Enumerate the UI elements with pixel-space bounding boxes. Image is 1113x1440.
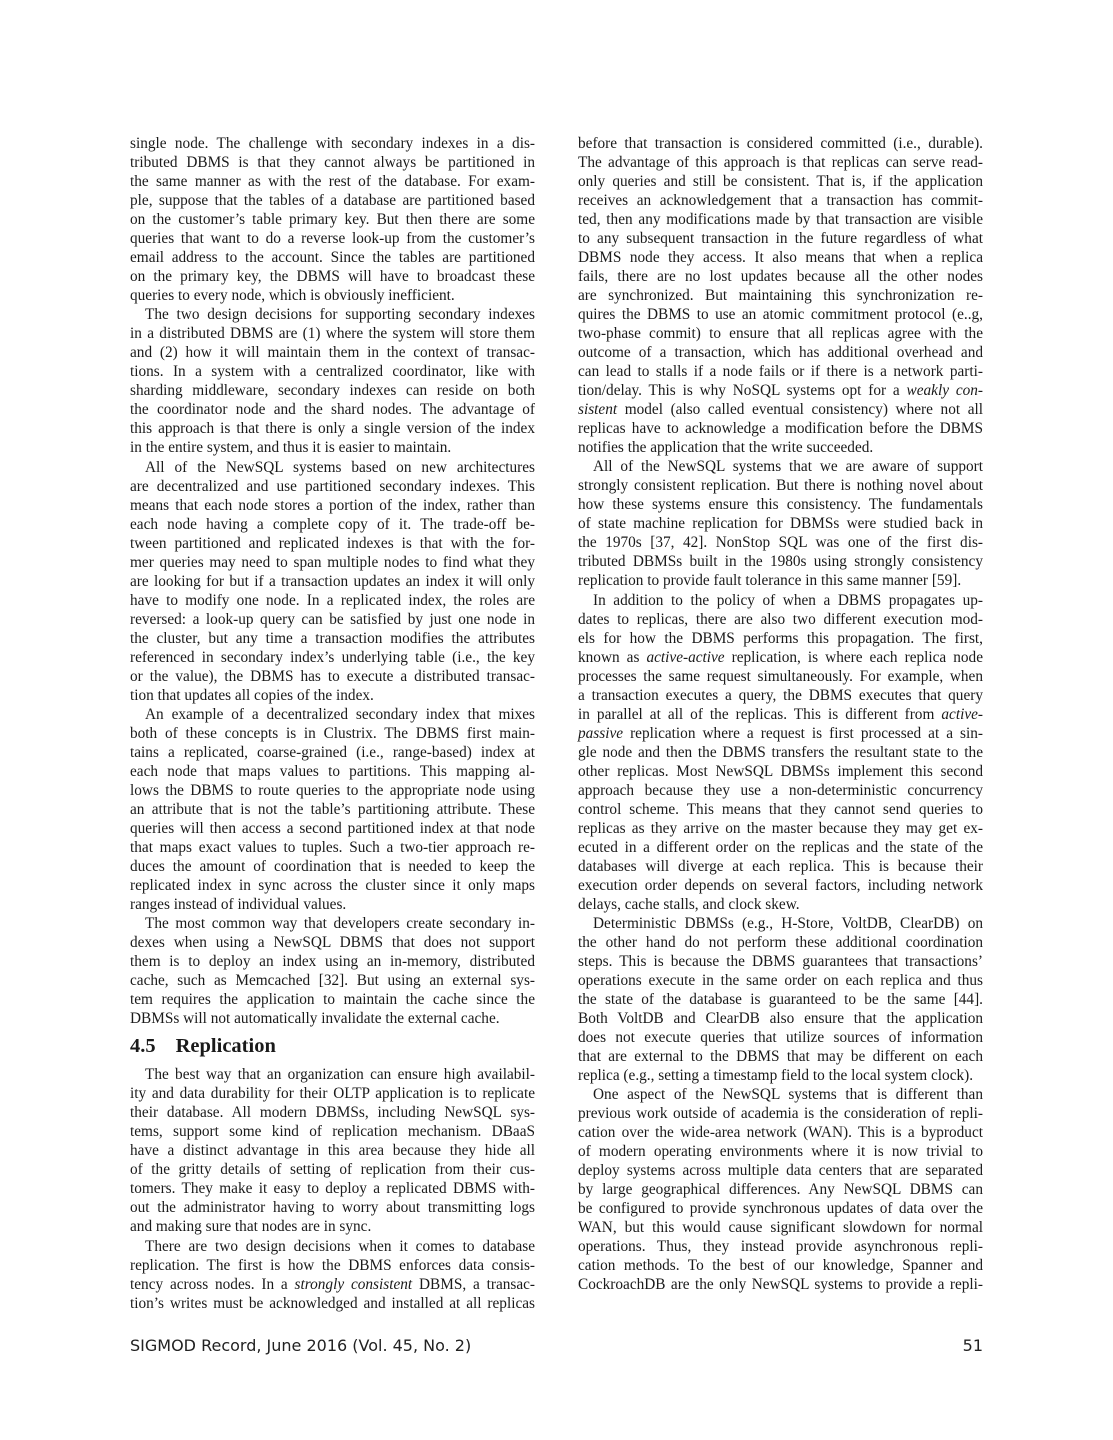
footer-journal-citation: SIGMOD Record, June 2016 (Vol. 45, No. 2) — [130, 1336, 472, 1355]
text-line: approach because they use a non-deterministic concurrency — [578, 781, 983, 799]
text-line: In addition to the policy of when a DBMS propagates up- — [593, 591, 983, 609]
text-line: the same manner as with the rest of the database. For exam- — [130, 173, 535, 190]
paragraph — [130, 1237, 535, 1313]
text-line: on the primary key, the DBMS will have to broadcast these — [130, 268, 535, 285]
paragraph — [578, 134, 983, 457]
text-line: email address to the account. Since the tables are partitioned — [130, 249, 535, 266]
text-line: in the entire system, and thus it is easier to maintain. — [130, 439, 452, 457]
text-line: control scheme. This means that they cannot send queries to — [578, 800, 983, 818]
paragraph — [578, 914, 983, 1085]
text-line: cation methods. To the best of our knowledge, Spanner and — [578, 1257, 983, 1275]
text-line: previous work outside of academia is the consideration of repli- — [578, 1105, 983, 1123]
text-line: of the gritty details of setting of replication from their cus- — [130, 1161, 535, 1179]
text-line: of state machine replication for DBMSs were studied back in — [578, 515, 983, 533]
text-line: tains a replicated, coarse-grained (i.e., range-based) index at — [130, 743, 535, 761]
text-segment: tency across nodes. In a — [130, 1275, 295, 1293]
text-line: The two design decisions for supporting secondary indexes — [145, 306, 535, 324]
text-line: queries to every node, which is obviously inefficient. — [130, 287, 455, 304]
text-line: cation over the wide-area network (WAN). This is a byproduct — [578, 1124, 983, 1142]
left-column — [130, 134, 535, 1313]
text-line: cache, such as Memcached [32]. But using an external sys- — [130, 972, 535, 990]
text-segment: replication where a request is first processed at a sin- — [623, 724, 983, 742]
text-line: that maps exact values to tuples. Such a two-tier approach re- — [130, 838, 535, 856]
text-line: The best way that an organization can ensure high availabil- — [145, 1066, 535, 1084]
text-line: processes the same request simultaneously. For example, when — [578, 667, 983, 685]
text-line: duces the amount of coordination that is needed to keep the — [130, 857, 535, 875]
text-line: other replicas. Most NewSQL DBMSs implement this second — [578, 762, 983, 780]
text-line: an attribute that is not the table’s partitioning attribute. These — [130, 800, 535, 818]
text-line: single node. The challenge with secondary indexes in a dis- — [130, 135, 535, 152]
text-line: this approach is that there is only a single version of the index — [130, 420, 535, 438]
text-line: mer queries may need to span multiple nodes to find what they — [130, 553, 535, 571]
text-line: ecuted in a different order on the replicas and the state of the — [578, 838, 983, 856]
paragraph — [130, 1065, 535, 1236]
text-line: tomers. They make it easy to deploy a replicated DBMS with- — [130, 1180, 535, 1198]
text-line: deploy systems across multiple data centers that are separated — [578, 1162, 983, 1180]
text-line — [578, 381, 983, 400]
paragraph — [130, 705, 535, 914]
text-line: All of the NewSQL systems that we are aware of support — [593, 458, 983, 476]
emphasized-term: weakly con- — [906, 382, 984, 399]
text-line: that are external to the DBMS that may be different on each — [578, 1047, 983, 1065]
text-segment: in parallel at all of the replicas. This is different from — [578, 705, 942, 723]
text-line: each node that maps values to partitions. This mapping al- — [130, 762, 535, 780]
text-line: All of the NewSQL systems based on new architectures — [145, 458, 535, 476]
text-line: The most common way that developers create secondary in- — [145, 915, 535, 933]
text-line: the coordinator node and the shard nodes. The advantage of — [130, 401, 535, 419]
emphasized-term: sistent — [578, 401, 618, 418]
text-line: are synchronized. But maintaining this synchronization re- — [578, 287, 983, 304]
text-line: receives an acknowledgement that a transaction has commit- — [578, 192, 983, 209]
text-line: There are two design decisions when it comes to database — [145, 1237, 535, 1255]
text-line: databases will diverge at each replica. This is because their — [578, 857, 983, 875]
text-line: and making sure that nodes are in sync. — [130, 1218, 372, 1236]
text-segment: tion/delay. This is why NoSQL systems opt for a — [578, 382, 907, 399]
text-line: referenced in secondary index’s underlying table (i.e., the key — [130, 648, 535, 666]
text-line: ity and data durability for their OLTP application is to replicate — [130, 1085, 535, 1103]
text-line: quires the DBMS to use an atomic commitment protocol (e..g, — [578, 306, 983, 323]
text-line: does not execute queries that utilize sources of information — [578, 1028, 983, 1046]
text-line: reversed: a look-up query can be satisfied by just one node in — [130, 610, 535, 628]
text-line: strongly consistent replication. But there is nothing novel about — [578, 477, 983, 495]
emphasized-term: active- — [941, 705, 983, 723]
text-line: the state of the database is guaranteed to be the same [44]. — [578, 990, 983, 1008]
text-line — [578, 724, 983, 743]
text-line: how these systems ensure this consistency. The fundamentals — [578, 496, 983, 514]
text-line: each node having a complete copy of it. The trade-off be- — [130, 515, 535, 533]
text-line: Both VoltDB and ClearDB also ensure that the application — [578, 1009, 983, 1027]
text-line: operations execute in the same order on each replica and thus — [578, 971, 983, 989]
section-number: 4.5 — [130, 1035, 156, 1058]
text-line: both of these concepts is in Clustrix. The DBMS first main- — [130, 724, 535, 742]
text-line: and (2) how it will maintain them in the context of transac- — [130, 344, 535, 362]
paragraph — [578, 1085, 983, 1294]
paragraph — [130, 305, 535, 457]
text-line: DBMSs will not automatically invalidate the external cache. — [130, 1010, 500, 1028]
text-line: fails, there are no lost updates because all the other nodes — [578, 268, 983, 285]
text-line: gle node and then the DBMS transfers the resultant state to the — [578, 743, 983, 761]
paragraph — [578, 591, 983, 914]
text-line: The advantage of this approach is that replicas can serve read- — [578, 154, 983, 171]
text-line — [578, 705, 983, 724]
text-line: have to modify one node. In a replicated index, the roles are — [130, 591, 535, 609]
text-line: out the administrator having to worry about transmitting logs — [130, 1199, 535, 1217]
text-line: Deterministic DBMSs (e.g., H-Store, VoltDB, ClearDB) on — [593, 914, 983, 932]
section-title: Replication — [175, 1035, 276, 1058]
text-line: queries that want to do a reverse look-up from the customer’s — [130, 230, 535, 247]
paragraph — [578, 457, 983, 590]
text-line: ple, suppose that the tables of a database are partitioned based — [130, 192, 535, 209]
text-line: can lead to stalls if a node fails or if there is a network parti- — [578, 363, 983, 380]
text-line: queries will then access a second partitioned index at that node — [130, 819, 535, 837]
text-line: WAN, but this would cause significant slowdown for normal — [578, 1219, 983, 1237]
emphasized-term: strongly consistent — [294, 1275, 413, 1293]
text-line: replica (e.g., setting a timestamp field to the local system clock). — [578, 1066, 974, 1084]
text-line: the cluster, but any time a transaction modifies the attributes — [130, 629, 535, 647]
text-line: the 1970s [37, 42]. NonStop SQL was one of the first dis- — [578, 534, 983, 552]
text-line: replication. The first is how the DBMS enforces data consis- — [130, 1256, 535, 1274]
text-line: An example of a decentralized secondary index that mixes — [145, 705, 535, 723]
text-line: sharding middleware, secondary indexes can reside on both — [130, 382, 535, 400]
paragraph — [130, 134, 535, 305]
text-line: them is to deploy an index using an in-memory, distributed — [130, 953, 535, 971]
text-line: DBMS node they access. It also means that when a replica — [578, 249, 983, 266]
text-segment: DBMS, a transac- — [412, 1275, 536, 1293]
text-line: only queries and still be consistent. That is, if the application — [578, 173, 983, 190]
text-line: replicated index in sync across the cluster since it only maps — [130, 876, 535, 894]
text-line: replicas as they arrive on the master because they may get ex- — [578, 819, 983, 837]
text-line: CockroachDB are the only NewSQL systems to provide a repli- — [578, 1276, 983, 1294]
text-line: replicas have to acknowledge a modification before the DBMS — [578, 420, 983, 437]
text-line: outcome of a transaction, which has additional overhead and — [578, 344, 983, 361]
text-line: be configured to provide synchronous updates of data over the — [578, 1200, 983, 1218]
text-line: have a distinct advantage in this area because they hide all — [130, 1142, 535, 1160]
footer-page-number: 51 — [962, 1336, 983, 1355]
paragraph — [130, 458, 535, 705]
text-line: or the value), the DBMS has to execute a distributed transac- — [130, 667, 535, 685]
text-segment: replication, is where each replica node — [724, 648, 983, 666]
text-line — [578, 400, 983, 419]
text-line: tributed DBMS is that they cannot always be partitioned in — [130, 154, 535, 171]
text-line: tems, support some kind of replication mechanism. DBaaS — [130, 1123, 535, 1141]
emphasized-term: active-active — [646, 648, 725, 666]
text-line: are decentralized and use partitioned secondary indexes. This — [130, 477, 535, 495]
text-line: on the customer’s table primary key. But then there are some — [130, 211, 535, 228]
text-line: One aspect of the NewSQL systems that is different than — [593, 1086, 983, 1104]
text-line: steps. This is because the DBMS guarantees that transactions’ — [578, 952, 983, 970]
text-line: ted, then any modifications made by that transaction are visible — [578, 211, 983, 228]
text-line: tion that updates all copies of the index. — [130, 686, 374, 704]
text-line — [578, 648, 983, 667]
text-line: delays, cache stalls, and clock skew. — [578, 895, 800, 913]
text-line: operations. Thus, they instead provide asynchronous repli- — [578, 1238, 983, 1256]
text-line — [130, 1275, 535, 1294]
text-line: before that transaction is considered committed (i.e., durable). — [578, 135, 983, 152]
text-line: of modern operating environments where it is now trivial to — [578, 1143, 983, 1161]
text-line: dexes when using a NewSQL DBMS that does not support — [130, 934, 535, 952]
text-line: a transaction executes a query, the DBMS executes that query — [578, 686, 983, 704]
text-line: the other hand do not perform these additional coordination — [578, 933, 983, 951]
section-heading — [130, 1028, 535, 1065]
emphasized-term: passive — [578, 724, 624, 742]
text-line: replication to provide fault tolerance in this same manner [59]. — [578, 572, 962, 590]
text-line: tem requires the application to maintain the cache since the — [130, 991, 535, 1009]
right-column — [578, 134, 983, 1294]
text-line: dates to replicas, there are also two different execution mod- — [578, 610, 983, 628]
text-line: execution order depends on several factors, including network — [578, 876, 983, 894]
text-line: tween partitioned and replicated indexes is that with the for- — [130, 534, 535, 552]
text-line: els for how the DBMS performs this propagation. The first, — [578, 629, 983, 647]
text-line: tributed DBMSs built in the 1980s using strongly consistency — [578, 553, 983, 571]
text-line: lows the DBMS to route queries to the appropriate node using — [130, 781, 535, 799]
text-segment: known as — [578, 648, 647, 666]
text-line: to any subsequent transaction in the future regardless of what — [578, 230, 983, 247]
text-line: means that each node stores a portion of the index, rather than — [130, 496, 535, 514]
text-line: are looking for but if a transaction updates an index it will only — [130, 572, 535, 590]
text-line: two-phase commit) to ensure that all replicas agree with the — [578, 325, 983, 342]
text-line: tions. In a system with a centralized coordinator, like with — [130, 363, 535, 381]
text-line: their database. All modern DBMSs, including NewSQL sys- — [130, 1104, 535, 1122]
text-line: by large geographical differences. Any NewSQL DBMS can — [578, 1181, 983, 1199]
text-line: ranges instead of individual values. — [130, 895, 347, 913]
paragraph — [130, 914, 535, 1028]
text-line: tion’s writes must be acknowledged and installed at all replicas — [130, 1294, 535, 1312]
text-line: notifies the application that the write succeeded. — [578, 439, 874, 456]
text-line: in a distributed DBMS are (1) where the system will store them — [130, 325, 535, 343]
text-segment: model (also called eventual consistency) where not all — [617, 401, 983, 418]
